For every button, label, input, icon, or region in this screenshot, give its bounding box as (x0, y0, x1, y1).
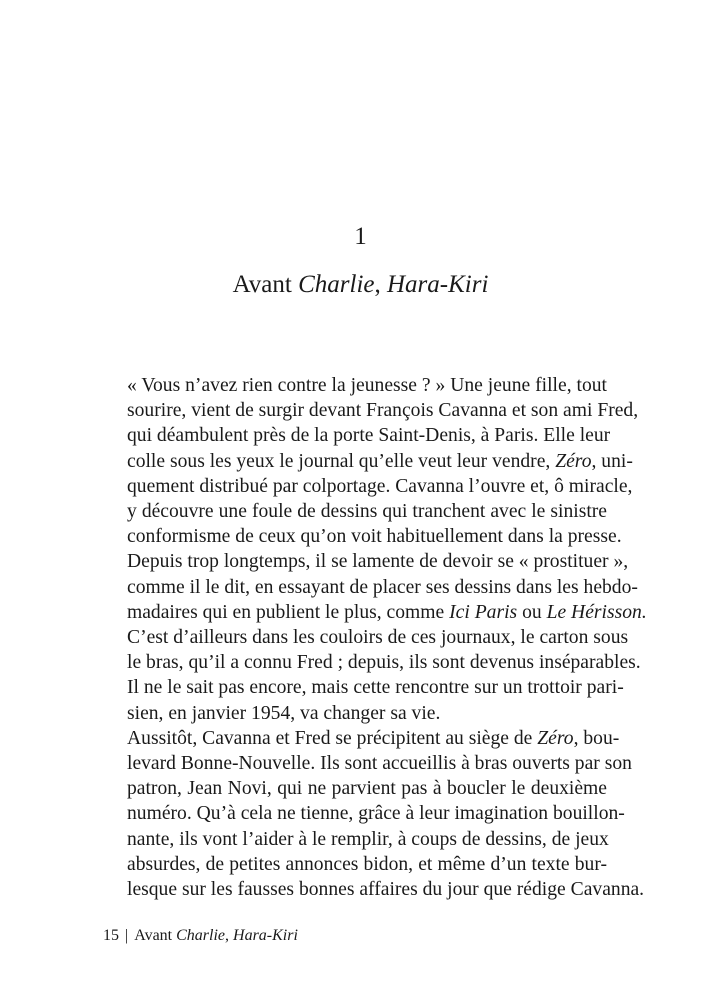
text-line: « Vous n’avez rien contre la jeunesse ? » Une jeune fille, tout (127, 375, 607, 396)
text-line: nante, ils vont l’aider à le remplir, à coups de dessins, de jeux (127, 828, 609, 850)
body-text (103, 373, 647, 902)
text-line: quement distribué par colportage. Cavanna l’ouvre et, ô miracle, (127, 475, 633, 497)
text-line: sourire, vient de surgir devant François Cavanna et son ami Fred, (127, 400, 639, 422)
text-line (103, 600, 647, 625)
text-run: , uni- (591, 450, 633, 472)
footer-title-hara-kiri: Hara-Kiri (233, 927, 298, 944)
chapter-number: 1 (354, 223, 367, 250)
paragraph-1 (103, 373, 647, 726)
text-line: y découvre une foule de dessins qui tranchent avec le sinistre (127, 501, 607, 523)
text-line: patron, Jean Novi, qui ne parvient pas à boucler le deuxième (127, 778, 607, 800)
footer-title-separator: , (225, 927, 234, 944)
running-footer (103, 926, 298, 946)
text-line: C’est d’ailleurs dans les couloirs de ces journaux, le carton sous (127, 627, 629, 649)
text-line: sien, en janvier 1954, va changer sa vie. (127, 702, 441, 724)
text-line: lesque sur les fausses bonnes affaires du jour que rédige Cavanna. (127, 879, 645, 901)
chapter-title-charlie: Charlie (298, 271, 375, 298)
text-line: comme il le dit, en essayant de placer ses dessins dans les hebdo- (127, 576, 638, 598)
footer-title-prefix: Avant (134, 927, 177, 944)
text-line: Depuis trop longtemps, il se lamente de devoir se « prostituer », (127, 551, 629, 573)
text-line: conformisme de ceux qu’on voit habituellement dans la presse. (127, 526, 622, 548)
text-run: colle sous les yeux le journal qu’elle veut leur vendre, (127, 450, 556, 472)
text-line: levard Bonne-Nouvelle. Ils sont accueillis à bras ouverts par son (127, 753, 632, 775)
journal-title-zero: Zéro (555, 450, 592, 472)
text-line (103, 449, 633, 474)
journal-title-le-herisson: Le Hérisson. (546, 601, 647, 623)
text-line (103, 726, 620, 751)
text-run: Aussitôt, Cavanna et Fred se précipitent au siège de (127, 727, 538, 749)
chapter-title (0, 270, 721, 300)
text-run: madaires qui en publient le plus, comme (127, 601, 450, 623)
text-line: le bras, qu’il a connu Fred ; depuis, ils sont devenus inséparables. (127, 652, 641, 674)
chapter-title-prefix: Avant (232, 271, 299, 298)
text-run: , bou- (573, 727, 620, 749)
page-number: 15 (103, 927, 119, 944)
text-line: Il ne le sait pas encore, mais cette rencontre sur un trottoir pari- (127, 677, 624, 699)
paragraph-2 (103, 726, 645, 902)
text-line: absurdes, de petites annonces bidon, et même d’un texte bur- (127, 853, 607, 875)
footer-separator: | (125, 927, 129, 944)
text-run: ou (517, 601, 547, 623)
journal-title-ici-paris: Ici Paris (449, 601, 518, 623)
chapter-title-hara-kiri: Hara-Kiri (387, 271, 489, 298)
text-line: numéro. Qu’à cela ne tienne, grâce à leur imagination bouillon- (127, 803, 625, 825)
chapter-title-separator: , (374, 271, 387, 298)
text-line: qui déambulent près de la porte Saint-Denis, à Paris. Elle leur (127, 425, 611, 447)
journal-title-zero: Zéro (537, 727, 574, 749)
footer-title-charlie: Charlie (176, 927, 226, 944)
